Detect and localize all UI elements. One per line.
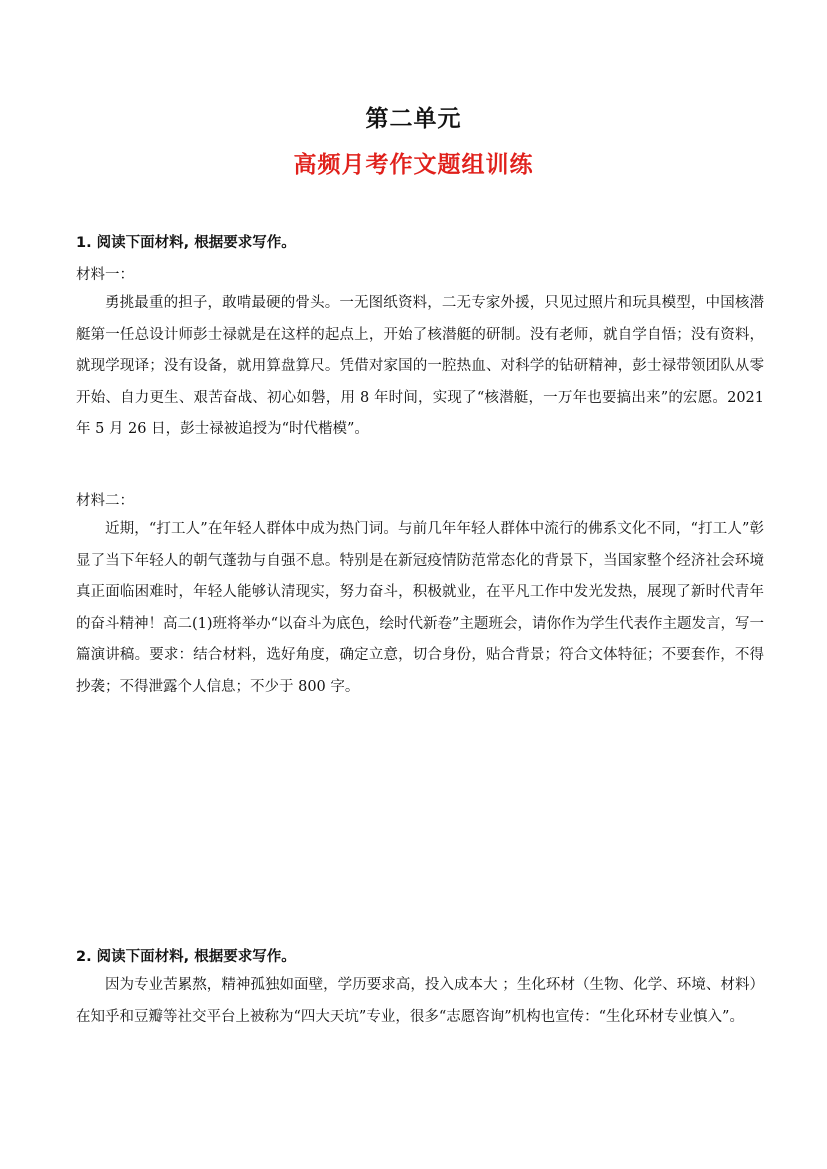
material-2-label: 材料二： (76, 493, 134, 509)
unit-title: 第二单元 (365, 105, 462, 132)
material-1-label: 材料一： (76, 267, 134, 283)
question-1-heading: 1. 阅读下面材料, 根据要求写作。 (76, 235, 296, 251)
question-2-heading: 2. 阅读下面材料, 根据要求写作。 (76, 949, 296, 965)
material-2-text: 近期，“打工人”在年轻人群体中成为热门词。与前几年年轻人群体中流行的佛系文化不同，“打工人”彰显了当下年轻人的朝气蓬勃与自强不息。特别是在新冠疫情防范常态化的背景下，当国家整个经济社会环境真正面临困难时，年轻人能够认清现实，努力奋斗，积极就业，在平凡工作中发光发热，展现了新时代青年的奋斗精神！高二(1)班将举办“以奋斗为底色，绘时代新卷”主题班会，请你作为学生代表作主题发言，写一篇演讲稿。要求：结合材料，选好角度，确定立意，切合身份，贴合背景；符合文体特征；不要套作，不得抄袭；不得泄露个人信息；不少于 800 字。 (76, 521, 764, 695)
question-2-text: 因为专业苦累熬，精神孤独如面壁，学历要求高，投入成本大 ；生化环材（生物、化学、环境、材料）在知乎和豆瓣等社交平台上被称为“四大天坑”专业，很多“志愿咨询”机构也宣传：“生化环材专业慎入”。 (76, 977, 764, 1025)
material-1-text: 勇挑最重的担子，敢啃最硬的骨头。一无图纸资料，二无专家外援，只见过照片和玩具模型，中国核潜艇第一任总设计师彭士禄就是在这样的起点上，开始了核潜艇的研制。没有老师，就自学自悟；没有资料，就现学现译；没有设备，就用算盘算尺。凭借对家国的一腔热血、对科学的钻研精神，彭士禄带领团队从零开始、自力更生、艰苦奋战、初心如磐，用 8 年时间，实现了“核潜艇，一万年也要搞出来”的宏愿。2021 年 5 月 26 日，彭士禄被追授为“时代楷模”。 (76, 295, 764, 437)
page-subtitle: 高频月考作文题组训练 (293, 151, 534, 178)
